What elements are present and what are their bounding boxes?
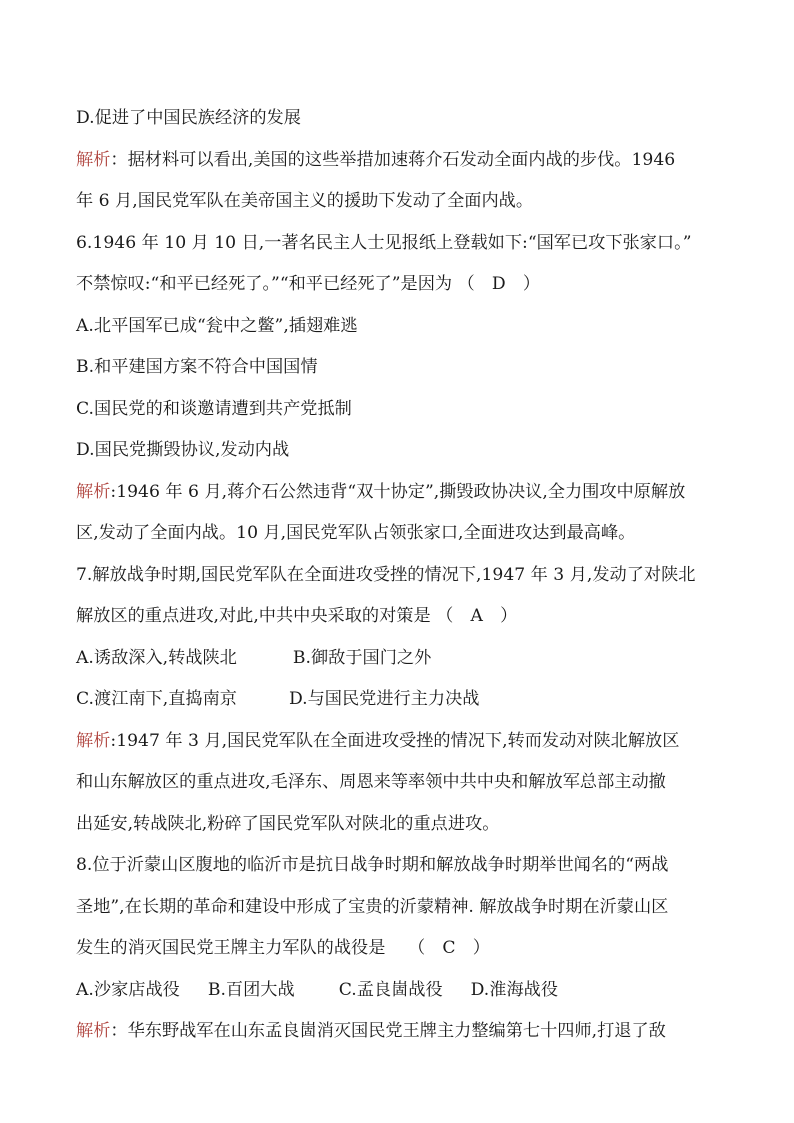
- analysis-separator: ：: [110, 149, 128, 170]
- text-line: 发生的消灭国民党王牌主力军队的战役是 （ C ）: [76, 938, 490, 958]
- analysis-line: [76, 721, 726, 763]
- answer-option: B.御敌于国门之外: [292, 647, 432, 668]
- answer-option: C.渡江南下,直捣南京: [76, 689, 237, 709]
- answer-option: A.沙家店战役: [76, 979, 180, 1000]
- document-page: [76, 98, 726, 1053]
- text-line: D.促进了中国民族经济的发展: [76, 108, 301, 128]
- text-line: 圣地”,在长期的革命和建设中形成了宝贵的沂蒙精神. 解放战争时期在沂蒙山区: [76, 896, 669, 917]
- text-line: 8.位于沂蒙山区腹地的临沂市是抗日战争时期和解放战争时期举世闻名的“两战: [76, 855, 669, 875]
- answer-option: D.淮海战役: [470, 979, 559, 1000]
- options-row: [76, 970, 726, 1012]
- analysis-label: 解析: [76, 730, 111, 751]
- answer-option: C.孟良崮战役: [338, 979, 443, 1000]
- analysis-separator: :: [110, 481, 117, 502]
- analysis-separator: :: [110, 730, 117, 751]
- analysis-text: 1947 年 3 月,国民党军队在全面进攻受挫的情况下,转而发动对陕北解放区: [116, 730, 680, 751]
- text-line: 区,发动了全面内战。10 月,国民党军队占领张家口,全面进攻达到最高峰。: [76, 523, 636, 543]
- answer-option: A.诱敌深入,转战陕北: [76, 647, 237, 668]
- text-line: A.北平国军已成“瓮中之鳖”,插翅难逃: [76, 315, 358, 336]
- analysis-line: [76, 472, 726, 514]
- text-line: 6.1946 年 10 月 10 日,一著名民主人士见报纸上登载如下:“国军已攻下张家口。”: [76, 232, 692, 253]
- answer-option: D.与国民党进行主力决战: [288, 689, 480, 709]
- analysis-line: [76, 1011, 726, 1053]
- text-line: D.国民党撕毁协议,发动内战: [76, 440, 290, 460]
- analysis-label: 解析: [76, 149, 111, 170]
- analysis-label: 解析: [76, 481, 111, 502]
- options-row: [76, 679, 726, 721]
- text-line: B.和平建国方案不符合中国国情: [76, 357, 318, 377]
- text-line: 出延安,转战陕北,粉碎了国民党军队对陕北的重点进攻。: [76, 813, 500, 834]
- options-row: [76, 638, 726, 680]
- text-line: 解放区的重点进攻,对此,中共中央采取的对策是 （ A ）: [76, 606, 518, 626]
- text-line: 和山东解放区的重点进攻,毛泽东、周恩来等率领中共中央和解放军总部主动撤: [76, 772, 666, 792]
- text-line: 7.解放战争时期,国民党军队在全面进攻受挫的情况下,1947 年 3 月,发动了对陕北: [76, 564, 696, 585]
- text-line: 不禁惊叹:“和平已经死了。”“和平已经死了”是因为 （ D ）: [76, 274, 541, 294]
- analysis-label: 解析: [76, 1021, 111, 1041]
- analysis-text: 华东野战军在山东孟良崮消灭国民党王牌主力整编第七十四师,打退了敌: [127, 1021, 666, 1041]
- analysis-separator: ：: [110, 1021, 128, 1041]
- analysis-text: 1946 年 6 月,蒋介石公然违背“双十协定”,撕毁政协决议,全力围攻中原解放: [116, 481, 686, 502]
- text-line: C.国民党的和谈邀请遭到共产党抵制: [76, 398, 352, 419]
- text-line: 年 6 月,国民党军队在美帝国主义的援助下发动了全面内战。: [76, 191, 534, 211]
- answer-option: B.百团大战: [207, 979, 295, 1000]
- analysis-text: 据材料可以看出,美国的这些举措加速蒋介石发动全面内战的步伐。1946: [127, 149, 676, 170]
- analysis-line: [76, 140, 726, 182]
